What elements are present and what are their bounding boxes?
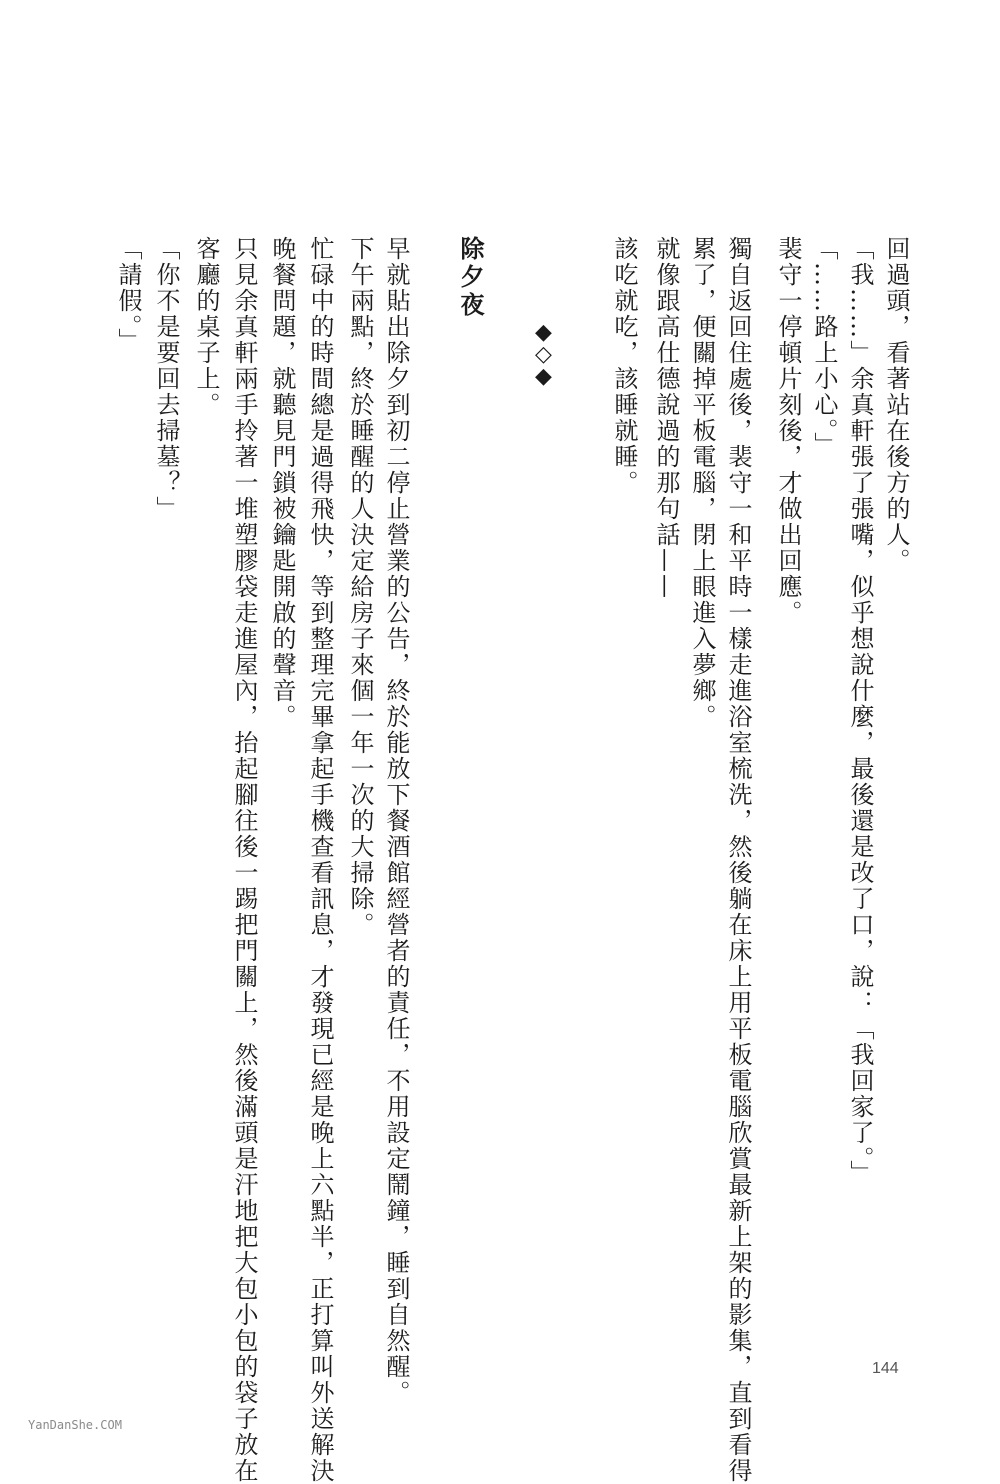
text-column: 「我……」余真軒張了張嘴，似乎想說什麼，最後還是改了口，說：「我回家了。」	[846, 236, 874, 1186]
chapter-title: 除夕夜	[456, 236, 484, 320]
text-column: 晚餐問題，就聽見門鎖被鑰匙開啟的聲音。	[268, 236, 296, 730]
text-column: 只見余真軒兩手拎著一堆塑膠袋走進屋內，抬起腳往後一踢把門關上，然後滿頭是汗地把大包小包的袋子放在	[230, 236, 258, 1484]
text-column: 「你不是要回去掃墓？」	[152, 236, 180, 522]
text-column: 下午兩點，終於睡醒的人決定給房子來個一年一次的大掃除。	[346, 236, 374, 938]
page-number: 144	[872, 1360, 899, 1377]
text-column: 忙碌中的時間總是過得飛快，等到整理完畢拿起手機查看訊息，才發現已經是晚上六點半，正打算叫外送解決	[306, 236, 334, 1484]
scene-divider	[535, 322, 552, 388]
text-column: 該吃就吃，該睡就睡。	[610, 236, 638, 496]
text-column: 「請假。」	[114, 236, 142, 354]
hollow-diamond-icon: ◇	[535, 342, 552, 367]
text-column: 客廳的桌子上。	[192, 236, 220, 418]
text-column: 累了，便關掉平板電腦，閉上眼進入夢鄉。	[688, 236, 716, 730]
text-column: 獨自返回住處後，裴守一和平時一樣走進浴室梳洗，然後躺在床上用平板電腦欣賞最新上架的影集，直到看得	[724, 236, 752, 1484]
filled-diamond-icon: ◆	[535, 364, 552, 389]
filled-diamond-icon: ◆	[535, 320, 552, 345]
text-column: 早就貼出除夕到初二停止營業的公告，終於能放下餐酒館經營者的責任，不用設定鬧鐘，睡到自然醒。	[382, 236, 410, 1406]
text-column: 「……路上小心。」	[810, 236, 838, 458]
text-column: 就像跟高仕德說過的那句話——	[652, 236, 680, 600]
text-column: 裴守一停頓片刻後，才做出回應。	[774, 236, 802, 626]
text-column: 回過頭，看著站在後方的人。	[882, 236, 910, 574]
watermark: YanDanShe.COM	[28, 1418, 122, 1432]
